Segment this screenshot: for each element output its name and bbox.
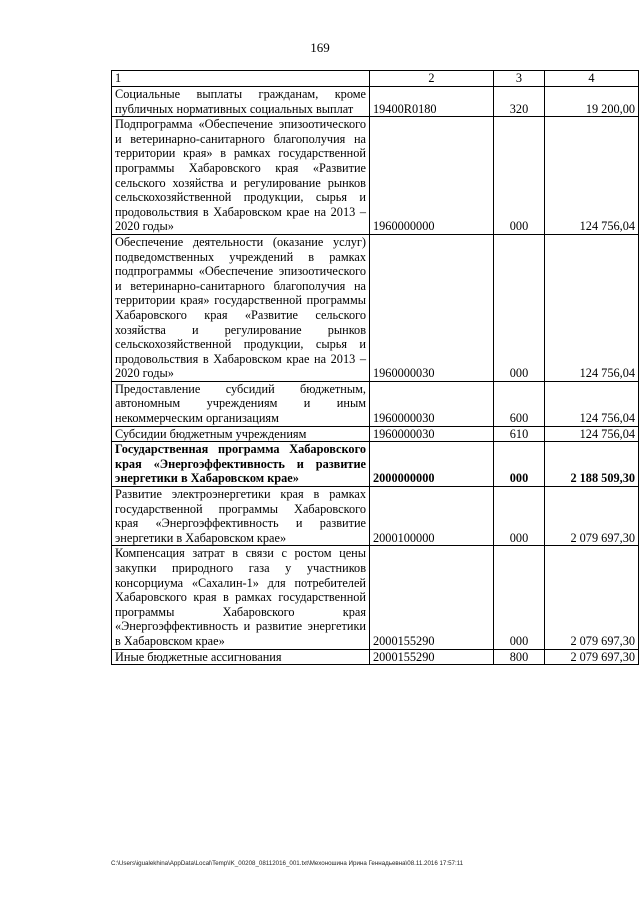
footer-file-path: C:\Users\igualekhina\AppData\Local\Temp\IK_00208_08112016_001.txt\Мехоношина Ирина Геннадьевна\08.11.2016 17:57:11 [111,860,464,867]
row-amount-cell: 124 756,04 [545,381,639,426]
row-name-cell: Компенсация затрат в связи с ростом цены закупки природного газа у участников консорциума «Сахалин-1» для потребителей Хабаровского края в рамках государственной программы Хабаровского края «Энергоэффективность и развитие энергетики в Хабаровском крае» [112,546,370,649]
row-type-cell: 000 [494,117,545,235]
table-row [112,234,639,381]
header-col-3: 3 [494,71,545,87]
row-amount-cell: 2 079 697,30 [545,487,639,546]
row-code-cell: 2000155290 [370,649,494,665]
row-code-cell: 19400R0180 [370,87,494,117]
row-name-cell: Подпрограмма «Обеспечение эпизоотического и ветеринарно-санитарного благополучия на территории края» в рамках государственной программы Хабаровского края «Развитие сельского хозяйства и регулирование рынков сельскохозяйственной продукции, сырья и продовольствия в Хабаровском крае на 2013 – 2020 годы» [112,117,370,235]
table-row [112,649,639,665]
budget-table [111,70,639,665]
table-row [112,381,639,426]
row-code-cell: 2000100000 [370,487,494,546]
row-name-cell: Государственная программа Хабаровского края «Энергоэффективность и развитие энергетики в Хабаровском крае» [112,442,370,487]
table-row [112,87,639,117]
row-amount-cell: 19 200,00 [545,87,639,117]
header-col-4: 4 [545,71,639,87]
page-number: 169 [310,40,330,55]
row-name-cell: Социальные выплаты гражданам, кроме публичных нормативных социальных выплат [112,87,370,117]
row-name-cell: Предоставление субсидий бюджетным, автономным учреждениям и иным некоммерческим организациям [112,381,370,426]
header-col-2: 2 [370,71,494,87]
row-name-cell: Развитие электроэнергетики края в рамках государственной программы Хабаровского края «Энергоэффективность и развитие энергетики в Хабаровском крае» [112,487,370,546]
row-name-cell: Иные бюджетные ассигнования [112,649,370,665]
row-amount-cell: 2 079 697,30 [545,649,639,665]
row-type-cell: 800 [494,649,545,665]
row-code-cell: 1960000030 [370,426,494,442]
row-type-cell: 610 [494,426,545,442]
row-name-cell: Обеспечение деятельности (оказание услуг) подведомственных учреждений в рамках подпрограммы «Обеспечение эпизоотического и ветеринарно-санитарного благополучия на территории края» государственной программы Хабаровского края «Развитие сельского хозяйства и регулирование рынков сельскохозяйственной продукции, сырья и продовольствия в Хабаровском крае на 2013 – 2020 годы» [112,234,370,381]
row-type-cell: 320 [494,87,545,117]
row-code-cell: 1960000030 [370,381,494,426]
row-amount-cell: 124 756,04 [545,117,639,235]
row-amount-cell: 124 756,04 [545,426,639,442]
row-amount-cell: 124 756,04 [545,234,639,381]
row-type-cell: 000 [494,442,545,487]
row-type-cell: 000 [494,546,545,649]
table-header-row [112,71,639,87]
table-row [112,426,639,442]
row-type-cell: 600 [494,381,545,426]
row-code-cell: 1960000030 [370,234,494,381]
row-code-cell: 2000155290 [370,546,494,649]
row-amount-cell: 2 079 697,30 [545,546,639,649]
table-row [112,442,639,487]
row-name-cell: Субсидии бюджетным учреждениям [112,426,370,442]
row-amount-cell: 2 188 509,30 [545,442,639,487]
table-row [112,117,639,235]
table-row [112,546,639,649]
row-code-cell: 2000000000 [370,442,494,487]
row-code-cell: 1960000000 [370,117,494,235]
row-type-cell: 000 [494,487,545,546]
row-type-cell: 000 [494,234,545,381]
header-col-1: 1 [112,71,370,87]
table-row [112,487,639,546]
